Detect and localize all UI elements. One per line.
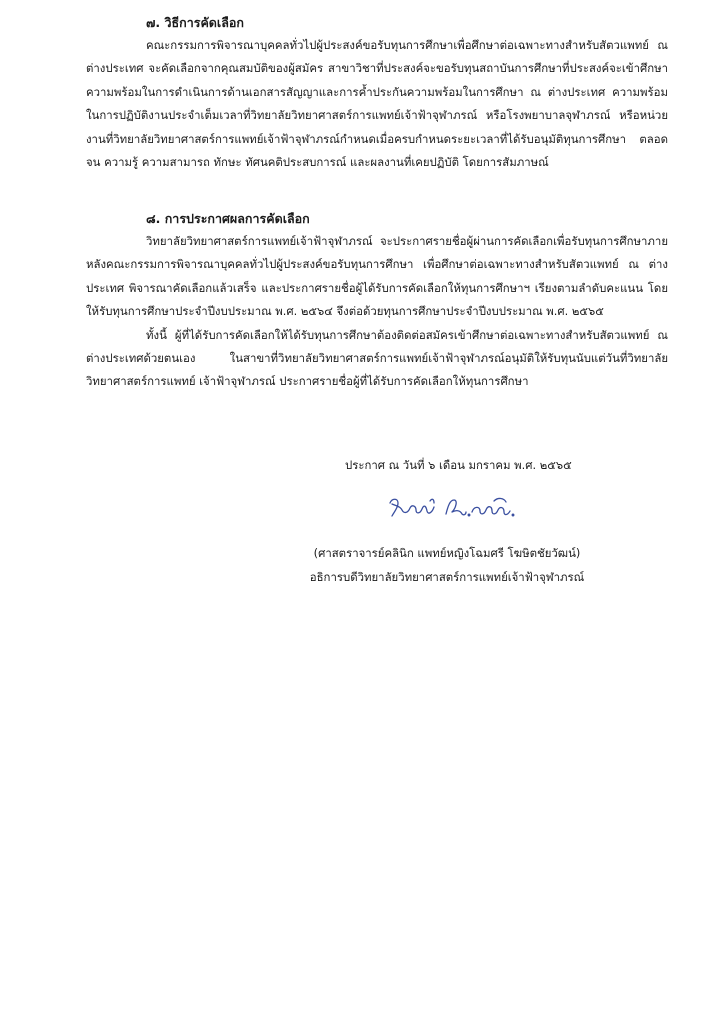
section-7-paragraph: คณะกรรมการพิจารณาบุคคลทั่วไปผู้ประสงค์ขอรับทุนการศึกษาเพื่อศึกษาต่อเฉพาะทางสำหรับสัตวแพทย์ ณ ต่างประเทศ จะคัดเลือกจากคุณสมบัติของผู้สมัคร สาขาวิชาที่ประสงค์จะขอรับทุนสถาบันการศึกษาที่ประสงค์จะเข้าศึกษา ความพร้อมในการดำเนินการด้านเอกสารสัญญาและการค้ำประกันความพร้อมในการศึกษา ณ ต่างประเทศ ความพร้อมในการปฏิบัติงานประจำเต็มเวลาที่วิทยาลัยวิทยาศาสตร์การแพทย์เจ้าฟ้าจุฬาภรณ์ หรือโรงพยาบาลจุฬาภรณ์ หรือหน่วยงานที่วิทยาลัยวิทยาศาสตร์การแพทย์เจ้าฟ้าจุฬาภรณ์กำหนดเมื่อครบกำหนดระยะเวลาที่ได้รับอนุมัติทุนการศึกษา ตลอดจน ความรู้ ความสามารถ ทักษะ ทัศนคติประสบการณ์ และผลงานที่เคยปฏิบัติ โดยการสัมภาษณ์	[86, 38, 668, 170]
section-8-paragraph-2: ทั้งนี้ ผู้ที่ได้รับการคัดเลือกให้ได้รับทุนการศึกษาต้องติดต่อสมัครเข้าศึกษาต่อเฉพาะทางสำหรับสัตวแพทย์ ณ ต่างประเทศด้วยตนเอง ในสาขาที่วิทยาลัยวิทยาศาสตร์การแพทย์เจ้าฟ้าจุฬาภรณ์อนุมัติให้รับทุนนับแต่วันที่วิทยาลัยวิทยาศาสตร์การแพทย์ เจ้าฟ้าจุฬาภรณ์ ประกาศรายชื่อผู้ที่ได้รับการคัดเลือกให้ทุนการศึกษา	[86, 327, 668, 389]
section-8-paragraph-1: วิทยาลัยวิทยาศาสตร์การแพทย์เจ้าฟ้าจุฬาภรณ์ จะประกาศรายชื่อผู้ผ่านการคัดเลือกเพื่อรับทุนการศึกษาภายหลังคณะกรรมการพิจารณาบุคคลทั่วไปผู้ประสงค์ขอรับทุนการศึกษา เพื่อศึกษาต่อเฉพาะทางสำหรับสัตวแพทย์ ณ ต่างประเทศ พิจารณาคัดเลือกแล้วเสร็จ และประกาศรายชื่อผู้ได้รับการคัดเลือกให้ทุนการศึกษาฯ เรียงตามลำดับคะแนน โดยให้รับทุนการศึกษาประจำปีงบประมาณ พ.ศ. ๒๕๖๔ จึงต่อด้วยทุนการศึกษาประจำปีงบประมาณ พ.ศ. ๒๕๖๕	[86, 234, 668, 319]
announcement-date: ประกาศ ณ วันที่ ๖ เดือน มกราคม พ.ศ. ๒๕๖๕	[345, 458, 572, 472]
signature-image	[386, 494, 516, 522]
section-announcement	[86, 208, 668, 394]
signer-title: อธิการบดีวิทยาลัยวิทยาศาสตร์การแพทย์เจ้าฟ้าจุฬาภรณ์	[309, 570, 585, 584]
signer-name: (ศาสตราจารย์คลินิก แพทย์หญิงโฉมศรี โฆษิตชัยวัฒน์)	[313, 546, 581, 560]
section-selection-method	[86, 12, 668, 174]
section-7-heading: ๗. วิธีการคัดเลือก	[146, 15, 244, 30]
section-8-heading: ๘. การประกาศผลการคัดเลือก	[146, 211, 310, 226]
